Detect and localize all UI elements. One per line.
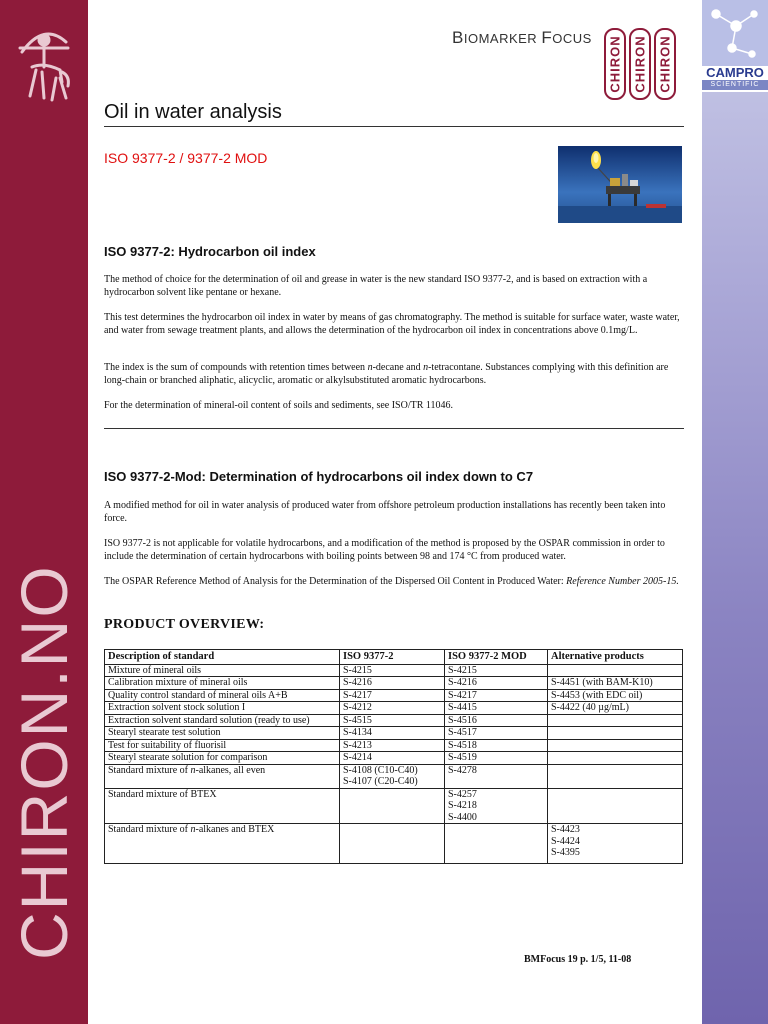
right-decorative-strip [702, 0, 768, 1024]
product-code: S-4216 [343, 677, 372, 688]
header-initial-b: B [452, 28, 464, 47]
campro-subtitle: SCIENTIFIC [702, 80, 768, 90]
column-header-iso: ISO 9377-2 [340, 650, 445, 665]
cell-alternative [548, 824, 683, 864]
product-code: S-4217 [343, 689, 372, 701]
product-code: S-4107 (C20-C40) [343, 776, 418, 787]
product-code: S-4215 [343, 664, 372, 676]
chiron-badge [604, 28, 626, 100]
cell-description [105, 714, 340, 727]
cell-alternative [548, 689, 683, 702]
description-text: Standard mixture of BTEX [108, 788, 217, 800]
description-text: Extraction solvent stock solution I [108, 702, 246, 713]
cell-iso-mod [445, 714, 548, 727]
chiron-badge-text: CHIRON [607, 35, 623, 93]
section1-paragraph-2: This test determines the hydrocarbon oil index in water by means of gas chromatography. The method is suitable for surface water, waste water, and water from sewage treatment plants, and allows the determination of the hydrocarbon oil index in concentrations above 0.1mg/L. [104, 312, 680, 336]
table-row [105, 727, 683, 740]
table-row [105, 689, 683, 702]
cell-iso-mod [445, 739, 548, 752]
cell-description [105, 689, 340, 702]
cell-iso [340, 714, 445, 727]
cell-iso [340, 752, 445, 765]
product-code: S-4518 [448, 739, 477, 751]
cell-iso-mod [445, 824, 548, 864]
chiron-website-vertical: CHIRON.NO [7, 564, 81, 960]
description-text: Standard mixture of [108, 824, 191, 835]
product-code: S-4517 [448, 727, 477, 738]
product-code: S-4134 [343, 727, 372, 738]
product-code: S-4516 [448, 714, 477, 726]
chiron-badges [604, 28, 684, 100]
cell-iso [340, 727, 445, 740]
cell-description [105, 752, 340, 765]
product-code: S-4422 (40 µg/mL) [551, 702, 629, 713]
description-text: Stearyl stearate test solution [108, 727, 221, 738]
cell-iso [340, 739, 445, 752]
campro-name: CAMPRO [706, 65, 764, 80]
cell-description [105, 677, 340, 690]
cell-iso-mod [445, 702, 548, 715]
header-initial-f: F [541, 28, 553, 47]
product-code: S-4423 [551, 824, 580, 835]
cell-iso-mod [445, 689, 548, 702]
product-code: S-4216 [448, 677, 477, 688]
cell-iso-mod [445, 788, 548, 824]
table-row [105, 752, 683, 765]
cell-iso [340, 689, 445, 702]
cell-iso-mod [445, 727, 548, 740]
cell-iso [340, 702, 445, 715]
cell-iso [340, 824, 445, 864]
cell-alternative [548, 727, 683, 740]
cell-alternative [548, 764, 683, 788]
section2-p3-text: The OSPAR Reference Method of Analysis for the Determination of the Dispersed Oil Content in Produced Water: [104, 576, 567, 587]
description-text: Mixture of mineral oils [108, 664, 202, 676]
cell-description [105, 702, 340, 715]
cell-alternative [548, 677, 683, 690]
product-code: S-4213 [343, 739, 372, 751]
description-text: Quality control standard of mineral oils A+B [108, 689, 288, 701]
cell-iso-mod [445, 664, 548, 677]
page-subtitle: ISO 9377-2 / 9377-2 MOD [104, 150, 268, 166]
cell-iso-mod [445, 752, 548, 765]
table-row [105, 764, 683, 788]
product-code: S-4395 [551, 847, 580, 858]
centaur-archer-logo [14, 12, 74, 122]
offshore-platform-photo [558, 146, 682, 223]
section2-paragraph-2: ISO 9377-2 is not applicable for volatile hydrocarbons, and a modification of the method is proposed by the OSPAR commission in order to include the determination of certain hydrocarbons with boiling points between 98 and 174 °C from produced water. [104, 538, 665, 562]
p3-italic-n2: n [423, 362, 429, 373]
cell-alternative [548, 788, 683, 824]
cell-iso-mod [445, 764, 548, 788]
product-overview-heading: PRODUCT OVERVIEW: [104, 617, 265, 632]
product-code: S-4214 [343, 752, 372, 763]
cell-iso [340, 677, 445, 690]
page-title: Oil in water analysis [104, 101, 282, 123]
section-rule [104, 428, 684, 429]
table-row [105, 702, 683, 715]
biomarker-focus-title [452, 28, 592, 48]
cell-description [105, 727, 340, 740]
column-header-description: Description of standard [105, 650, 340, 665]
header-text-1: IOMARKER [463, 31, 542, 46]
p3-italic-n1: n [367, 362, 373, 373]
description-text: Test for suitability of fluorisil [108, 739, 227, 751]
cell-iso-mod [445, 677, 548, 690]
cell-alternative [548, 739, 683, 752]
description-text: Stearyl stearate solution for comparison [108, 752, 268, 763]
product-code: S-4519 [448, 752, 477, 763]
table-header-row [105, 650, 683, 665]
chiron-badge [629, 28, 651, 100]
product-code: S-4424 [551, 835, 580, 847]
cell-description [105, 824, 340, 864]
product-code: S-4415 [448, 702, 477, 713]
product-code: S-4215 [448, 664, 477, 676]
cell-description [105, 788, 340, 824]
campro-logo [702, 66, 768, 92]
product-code: S-4453 (with EDC oil) [551, 689, 643, 701]
chiron-badge [654, 28, 676, 100]
table-row [105, 677, 683, 690]
header-text-2: OCUS [552, 31, 592, 46]
section-heading-iso-9377-2: ISO 9377-2: Hydrocarbon oil index [104, 244, 316, 259]
cell-alternative [548, 664, 683, 677]
section1-paragraph-3 [104, 362, 682, 387]
chiron-badge-text: CHIRON [632, 35, 648, 93]
description-text: n [190, 824, 196, 835]
section2-paragraph-3 [104, 576, 682, 589]
cell-description [105, 664, 340, 677]
table-row [105, 824, 683, 864]
table-row [105, 714, 683, 727]
cell-alternative [548, 714, 683, 727]
section1-paragraph-4: For the determination of mineral-oil content of soils and sediments, see ISO/TR 11046. [104, 400, 454, 411]
description-text: n [190, 764, 196, 776]
description-text: -alkanes, all even [195, 764, 266, 776]
molecule-graphic [702, 0, 768, 66]
table-row [105, 664, 683, 677]
product-code: S-4218 [448, 800, 477, 811]
section-heading-iso-9377-2-mod: ISO 9377-2-Mod: Determination of hydrocarbons oil index down to C7 [104, 469, 534, 484]
product-code: S-4108 (C10-C40) [343, 764, 418, 776]
cell-iso [340, 664, 445, 677]
page-footer: BMFocus 19 p. 1/5, 11-08 [524, 954, 632, 965]
product-code: S-4515 [343, 714, 372, 726]
description-text: -alkanes and BTEX [195, 824, 275, 835]
product-code: S-4217 [448, 689, 477, 701]
column-header-alternative: Alternative products [548, 650, 683, 665]
cell-iso [340, 788, 445, 824]
product-code: S-4212 [343, 702, 372, 713]
column-header-iso-mod: ISO 9377-2 MOD [445, 650, 548, 665]
description-text: Extraction solvent standard solution (ready to use) [108, 714, 310, 726]
cell-iso [340, 764, 445, 788]
description-text: Standard mixture of [108, 764, 191, 776]
table-row [105, 739, 683, 752]
table-row [105, 788, 683, 824]
section1-paragraph-1: The method of choice for the determination of oil and grease in water is the new standard ISO 9377-2, and is based on extraction with a hydrocarbon solvent like pentane or hexane. [104, 274, 648, 298]
cell-description [105, 764, 340, 788]
description-text: Calibration mixture of mineral oils [108, 677, 248, 688]
p3-text-c: -tetracontane. Substances complying with this definition are long-chain or branched aliphatic, alicyclic, aromatic or alkylsubstituted aromatic hydrocarbons. [104, 362, 669, 386]
cell-description [105, 739, 340, 752]
product-code: S-4278 [448, 764, 477, 776]
section2-p3-reference: Reference Number 2005-15. [566, 576, 679, 587]
product-code: S-4400 [448, 811, 477, 823]
product-code: S-4257 [448, 788, 477, 800]
product-code: S-4451 (with BAM-K10) [551, 677, 653, 688]
section2-paragraph-1: A modified method for oil in water analysis of produced water from offshore petroleum production installations has recently been taken into force. [104, 500, 666, 524]
cell-alternative [548, 702, 683, 715]
p3-text-a: The index is the sum of compounds with retention times between [104, 362, 368, 373]
product-table-body [105, 664, 683, 863]
chiron-badge-text: CHIRON [657, 35, 673, 93]
left-brand-sidebar [0, 0, 88, 1024]
title-rule [104, 126, 684, 127]
cell-alternative [548, 752, 683, 765]
p3-text-b: -decane and [372, 362, 424, 373]
product-table [104, 649, 683, 864]
